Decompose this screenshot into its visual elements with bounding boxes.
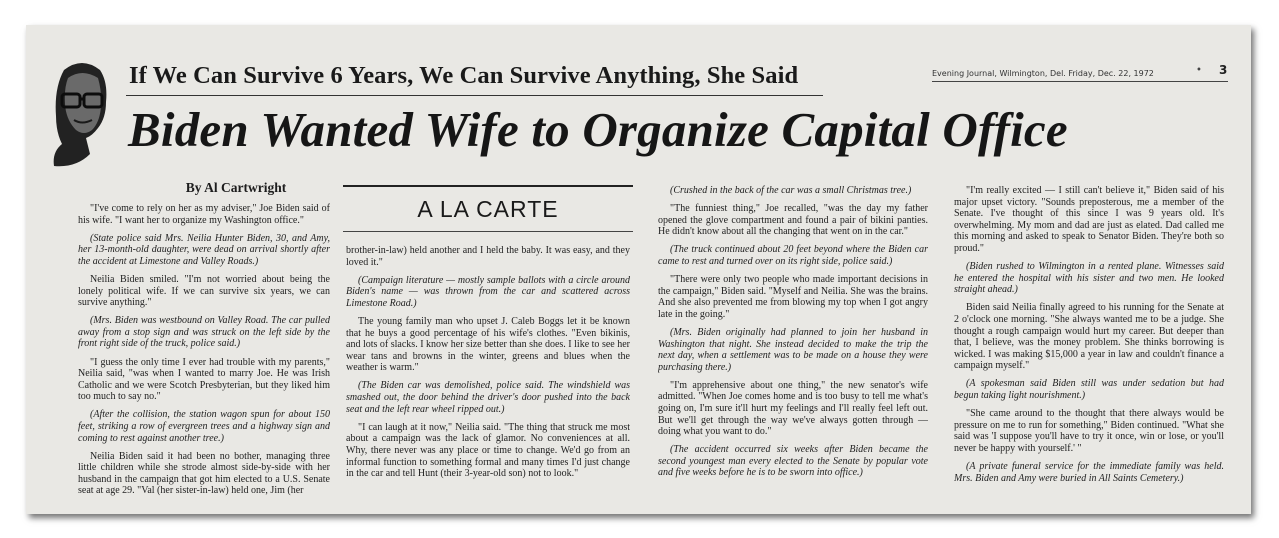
article-paragraph: Neilia Biden smiled. "I'm not worried about being the lonely political wife. If we can survive six years, we can survive anything." [78,273,330,309]
article-paragraph: "I've come to rely on her as my adviser," Joe Biden said of his wife. "I want her to organize my Washington office." [78,203,330,226]
article-paragraph: "There were only two people who made important decisions in the campaign," Biden said. "Myself and Neilia. She was the brains. And she also prevented me from blowing my top when I got angry late in the going." [658,274,928,320]
editor-note-paragraph: (Campaign literature — mostly sample ballots with a circle around Biden's name — was thrown from the car and scattered across Limestone Road.) [346,274,630,309]
masthead-rule [932,81,1228,82]
article-paragraph: "I'm apprehensive about one thing," the new senator's wife admitted. "When Joe comes home and is too busy to tell me what's going on, I'm sure it'll hurt my feelings and I'll really feel left out. But we'll get through the way we've always gotten through — doing what you want to do." [658,379,928,438]
editor-note-paragraph: (The truck continued about 20 feet beyond where the Biden car came to rest and turned over on its right side, police said.) [658,244,928,267]
editor-note-paragraph: (Crushed in the back of the car was a small Christmas tree.) [670,185,912,196]
article-column-4 [954,185,1224,511]
column-head-top-rule [343,185,633,187]
article-paragraph: "I can laugh at it now," Neilia said. "The thing that struck me most about a campaign was the lack of glamor. No conveniences at all. Why, there never was any place or time to change. We'd go from an informal function to something formal and many times I'd just change in the car and tell Hunt (their 3-year-old son) not to look." [346,421,630,480]
article-column-2 [346,245,630,511]
editor-note-paragraph: (State police said Mrs. Neilia Hunter Biden, 30, and Amy, her 13-month-old daughter, were dead on arrival shortly after the accident at Limestone and Valley Roads.) [78,232,330,267]
column-head: A LA CARTE [417,195,559,222]
article-paragraph: Biden said Neilia finally agreed to his running for the Senate at 2 o'clock one morning. "She always wanted me to be a judge. She thought a rough campaign would hurt my career. But deeper than that, I believe, was the money problem. She thinks borrowing is wicked. I was making $15,000 a year in law and couldn't finance a campaign myself." [954,302,1224,372]
article-paragraph: The young family man who upset J. Caleb Boggs let it be known that he buys a good percentage of his wife's clothes. "Even bikinis, and lots of slacks. I know her size better than she does. I like to see her wear tans and browns in the winter, greens and blues when the weather is warm." [346,315,630,374]
article-paragraph: "The funniest thing," Joe recalled, "was the day my father opened the glove compartment and found a pair of bikini panties. He didn't know about all the changing that went on in the car." [658,203,928,238]
editor-note-paragraph: (The Biden car was demolished, police said. The windshield was smashed out, the door behind the driver's door pushed into the back seat and the left rear wheel ripped out.) [346,380,630,415]
author-portrait [46,58,118,170]
kicker-headline: If We Can Survive 6 Years, We Can Survive Anything, She Said [129,62,799,89]
masthead-line: Evening Journal, Wilmington, Del. Friday, Dec. 22, 1972 [932,69,1154,78]
main-headline: Biden Wanted Wife to Organize Capital Office [128,102,1068,157]
editor-note-paragraph: (Mrs. Biden was westbound on Valley Road. The car pulled away from a stop sign and was struck on the left side by the front right side of the truck, police said.) [78,315,330,350]
editor-note-paragraph: (After the collision, the station wagon spun for about 150 feet, striking a row of evergreen trees and a highway sign and coming to rest against another tree.) [78,409,330,444]
byline: By Al Cartwright [185,180,287,195]
editor-note-paragraph: (A spokesman said Biden still was under sedation but had begun taking light nourishment.) [954,378,1224,401]
article-column-1 [78,203,330,511]
article-column-3 [658,185,928,511]
article-paragraph: brother-in-law) held another and I held the baby. It was easy, and they loved it." [346,245,630,268]
page-number: 3 [1219,63,1228,77]
article-paragraph: "I guess the only time I ever had trouble with my parents," Neilia said, "was when I wanted to marry Joe. He was Irish Catholic and we were Scotch Presbyterian, but they liked him too much to say no." [78,356,330,403]
masthead-dot: • [1196,65,1202,76]
newspaper-page [26,25,1251,514]
editor-note-paragraph: (Mrs. Biden originally had planned to join her husband in Washington that night. She instead decided to make the trip the next day, when a settlement was to be made on a house they were purchasing there.) [658,326,928,373]
article-paragraph: "She came around to the thought that there always would be pressure on me to run for something," Biden continued. "What she said was 'I suppose you'll have to try it once, win or lose, or you'll never be happy with yourself.' " [954,408,1224,454]
editor-note-paragraph: (A private funeral service for the immediate family was held. Mrs. Biden and Amy were buried in All Saints Cemetery.) [954,460,1224,484]
editor-note-paragraph: (The accident occurred six weeks after Biden became the second youngest man every elected to the Senate by popular vote and five weeks before he is to be sworn into office.) [658,444,928,479]
article-paragraph: "I'm really excited — I still can't believe it," Biden said of his major upset victory. "Sounds preposterous, me a member of the Senate. I've thought of this since I was 9 years old. It's overwhelming. My mom and dad are just as elated. Dad called me this morning and asked to speak to Senator Biden. They're both so proud." [954,185,1224,254]
column-head-bottom-rule [343,231,633,232]
editor-note-paragraph: (Biden rushed to Wilmington in a rented plane. Witnesses said he entered the hospital with his sister and two men. He looked straight ahead.) [954,261,1224,296]
kicker-rule [126,95,823,96]
article-paragraph: Neilia Biden said it had been no bother, managing three little children while she strode almost side-by-side with her husband in the campaign that got him elected to a U.S. Senate seat at age 29. "Val (her sister-in-law) held one, Jim (her [78,450,330,497]
